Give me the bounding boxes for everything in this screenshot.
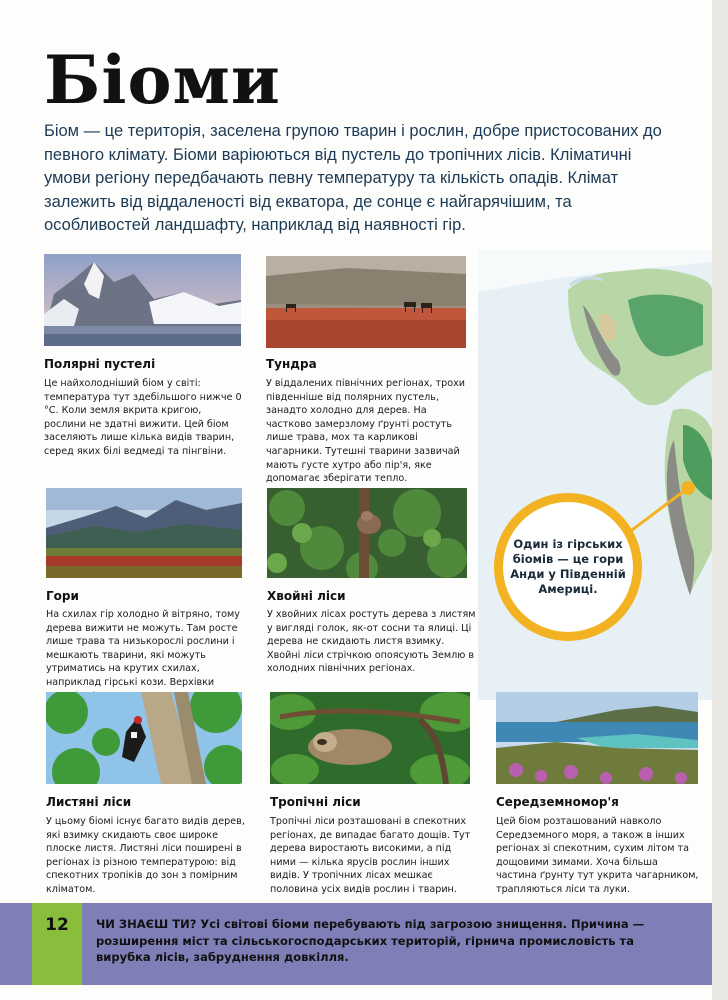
biome-text-coniferous-forests: У хвойних лісах ростуть дерева з листям у вигляді голок, як-от сосни та ялиці. Ці дерева не скидають листя взимку. Хвойні ліси стрічкою опоясують Землю в холодних північних регіонах. xyxy=(267,609,476,675)
andes-callout-text: Один із гірських біомів — це гори Анди у Південній Америці. xyxy=(510,537,626,596)
biome-title-tundra: Тундра xyxy=(266,357,317,371)
tundra-photo xyxy=(266,256,466,348)
andes-callout xyxy=(494,493,642,641)
biome-text-tundra: У віддалених північних регіонах, трохи південніше від полярних пустель, занадто холодно для дерев. На частково замерзлому ґрунті ростуть лише трава, мох та карликові чагарники. Тутешні тварини зазвичай мають густе хутро або пір'я, яке допомагає зберігати тепло. xyxy=(266,378,466,485)
mediterranean-photo xyxy=(496,692,698,784)
tropical-forest-photo xyxy=(270,692,470,784)
polar-desert-photo xyxy=(44,254,241,346)
intro-paragraph: Біом — це територія, заселена групою тварин і рослин, добре пристосованих до певного клімату. Біоми варіюються від пустель до тропічних лісів. Кліматичні умови регіону передбачають певну температуру та кількість опадів. Клімат залежить від віддаленості від екватора, де сонце є найгарячішим, та особливостей ландшафту, наприклад від наявності гір. xyxy=(44,122,662,234)
biome-text-mediterranean: Цей біом розташований навколо Середземного моря, а також в інших регіонах зі спекотним, сухим літом та дощовими зимами. Хоча більша частина ґрунту тут укрита чагарником, трапляються ліси та луки. xyxy=(496,816,699,895)
deciduous-forest-photo xyxy=(46,692,242,784)
biome-text-polar-deserts: Це найхолодніший біом у світі: температура тут здебільшого нижче 0 °С. Коли земля вкрита кригою, рослини не здатні вижити. Цей біом заселяють лише кілька видів тварин, серед яких білі ведмеді та пінгвіни. xyxy=(44,378,242,457)
callout-connector xyxy=(620,470,710,540)
biome-title-polar-deserts: Полярні пустелі xyxy=(44,357,156,371)
page-number-box xyxy=(32,903,82,985)
page-edge xyxy=(712,0,728,1000)
mountains-photo xyxy=(46,488,242,578)
biome-text-deciduous-forests: У цьому біомі існує багато видів дерев, які взимку скидають своє широке плоске листя. Листяні ліси поширені в регіонах із різною температурою: від спекотних тропіків до зон з помірним кліматом. xyxy=(46,816,245,895)
page-title: Біоми xyxy=(44,41,281,119)
page-number: 12 xyxy=(45,915,69,935)
coniferous-forest-photo xyxy=(267,488,467,578)
did-you-know-text: ЧИ ЗНАЄШ ТИ? Усі світові біоми перебувають під загрозою знищення. Причина — розширення міст та сільськогосподарських територій, гірнича промисловість та вирубка лісів, забруднення довкілля. xyxy=(96,917,645,964)
biome-title-coniferous-forests: Хвойні ліси xyxy=(267,589,346,603)
biome-title-deciduous-forests: Листяні ліси xyxy=(46,795,132,809)
biome-title-mediterranean: Середземномор'я xyxy=(496,795,619,809)
biome-text-mountains: На схилах гір холодно й вітряно, тому дерева вижити не можуть. Там росте лише трава та низькорослі рослини і мешкають тварини, які можуть утриматись на крутих схилах, наприклад гірські кози. Верхівки xyxy=(46,609,240,688)
biome-text-tropical-forests: Тропічні ліси розташовані в спекотних регіонах, де випадає багато дощів. Тут дерева виростають високими, а під ними — кілька ярусів рослин інших видів. У тропічних лісах мешкає половина усіх видів рослин і тварин. xyxy=(270,816,471,895)
biome-title-mountains: Гори xyxy=(46,589,79,603)
biome-title-tropical-forests: Тропічні ліси xyxy=(270,795,361,809)
